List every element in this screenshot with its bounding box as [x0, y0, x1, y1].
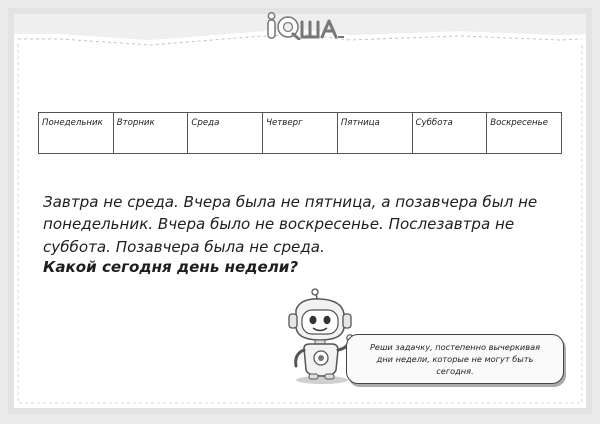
puzzle-text [43, 191, 563, 258]
weekday-cell[interactable]: Воскресенье [487, 113, 562, 154]
puzzle-question: Какой сегодня день недели? [43, 258, 299, 276]
hint-line: сегодня. [436, 366, 474, 376]
puzzle-line: суббота. Позавчера была не среда. [43, 237, 325, 256]
weekday-table [38, 112, 562, 154]
weekday-cell[interactable]: Пятница [337, 113, 412, 154]
weekday-row [39, 113, 562, 154]
hint-line: дни недели, которые не могут быть [376, 354, 534, 364]
weekday-cell[interactable]: Четверг [263, 113, 338, 154]
hint-bubble [346, 334, 564, 384]
hint-text [364, 341, 546, 377]
weekday-cell[interactable]: Понедельник [39, 113, 114, 154]
weekday-cell[interactable]: Среда [188, 113, 263, 154]
weekday-cell[interactable]: Суббота [412, 113, 487, 154]
hint-line: Реши задачку, постепенно вычеркивая [369, 342, 541, 352]
puzzle-line: Завтра не среда. Вчера была не пятница, а позавчера был не [43, 193, 538, 211]
iqsha-logo [266, 12, 346, 40]
puzzle-line: понедельник. Вчера было не воскресенье. Послезавтра не [43, 215, 515, 234]
weekday-cell[interactable]: Вторник [113, 113, 188, 154]
